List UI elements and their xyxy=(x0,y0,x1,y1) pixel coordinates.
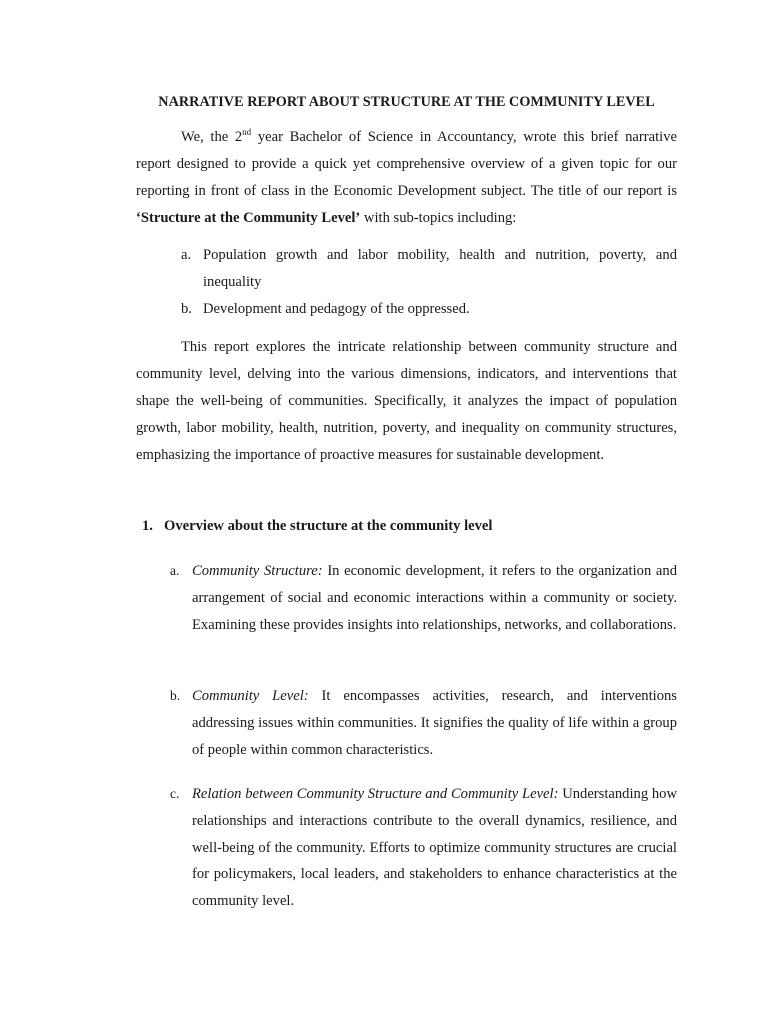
item-text: Understanding how relationships and interactions contribute to the overall dynamics, resilience, and well-being of the community. Efforts to optimize community structures are crucial for policymakers, local leaders, and stakeholders to enhance characteristics at the community level. xyxy=(192,786,678,910)
intro-pre: We, the 2 xyxy=(181,129,243,145)
definition-item xyxy=(170,683,677,763)
list-item xyxy=(181,242,677,296)
item-term: Community Level: xyxy=(192,688,309,704)
definition-item xyxy=(170,558,677,638)
item-marker: c. xyxy=(170,786,180,801)
item-body xyxy=(192,781,677,915)
section-number: 1. xyxy=(142,518,153,534)
report-title: ‘Structure at the Community Level’ xyxy=(136,210,361,226)
subtopic-list xyxy=(181,242,677,323)
intro-ordinal-suffix: nd xyxy=(242,127,252,137)
item-body xyxy=(192,683,677,763)
intro-paragraph xyxy=(136,124,677,232)
list-marker: a. xyxy=(181,247,192,263)
summary-paragraph: This report explores the intricate relationship between community structure and community level, delving into the various dimensions, indicators, and interventions that shape the well-being of communities. Specifically, it analyzes the impact of population growth, labor mobility, health, nutrition, poverty, and inequality on community structures, emphasizing the importance of proactive measures for sustainable development. xyxy=(136,339,677,463)
section-heading xyxy=(142,513,492,540)
definition-item xyxy=(170,781,677,915)
list-item xyxy=(181,296,677,323)
subtopic-text: Development and pedagogy of the oppressed. xyxy=(203,301,470,317)
list-marker: b. xyxy=(181,301,192,317)
subtopic-text: Population growth and labor mobility, health and nutrition, poverty, and inequality xyxy=(203,247,677,290)
item-term: Relation between Community Structure and Community Level: xyxy=(192,786,559,802)
item-marker: a. xyxy=(170,563,180,578)
document-title: NARRATIVE REPORT ABOUT STRUCTURE AT THE COMMUNITY LEVEL xyxy=(158,94,655,110)
intro-end: with sub-topics including: xyxy=(360,210,517,226)
section-title: Overview about the structure at the community level xyxy=(164,518,493,534)
intro-body: year Bachelor of Science in Accountancy, wrote this brief narrative report designed to provide a quick yet comprehensive overview of a given topic for our reporting in front of class in the Economic Development subject. The title of our report is xyxy=(136,129,677,199)
item-text: In economic development, it refers to the organization and arrangement of social and economic interactions within a community or society. Examining these provides insights into relationships, networks, and collaborations. xyxy=(192,563,678,633)
item-marker: b. xyxy=(170,688,181,703)
item-body xyxy=(192,558,677,638)
item-text: It encompasses activities, research, and interventions addressing issues within communities. It signifies the quality of life within a group of people within common characteristics. xyxy=(192,688,677,758)
item-term: Community Structure: xyxy=(192,563,323,579)
